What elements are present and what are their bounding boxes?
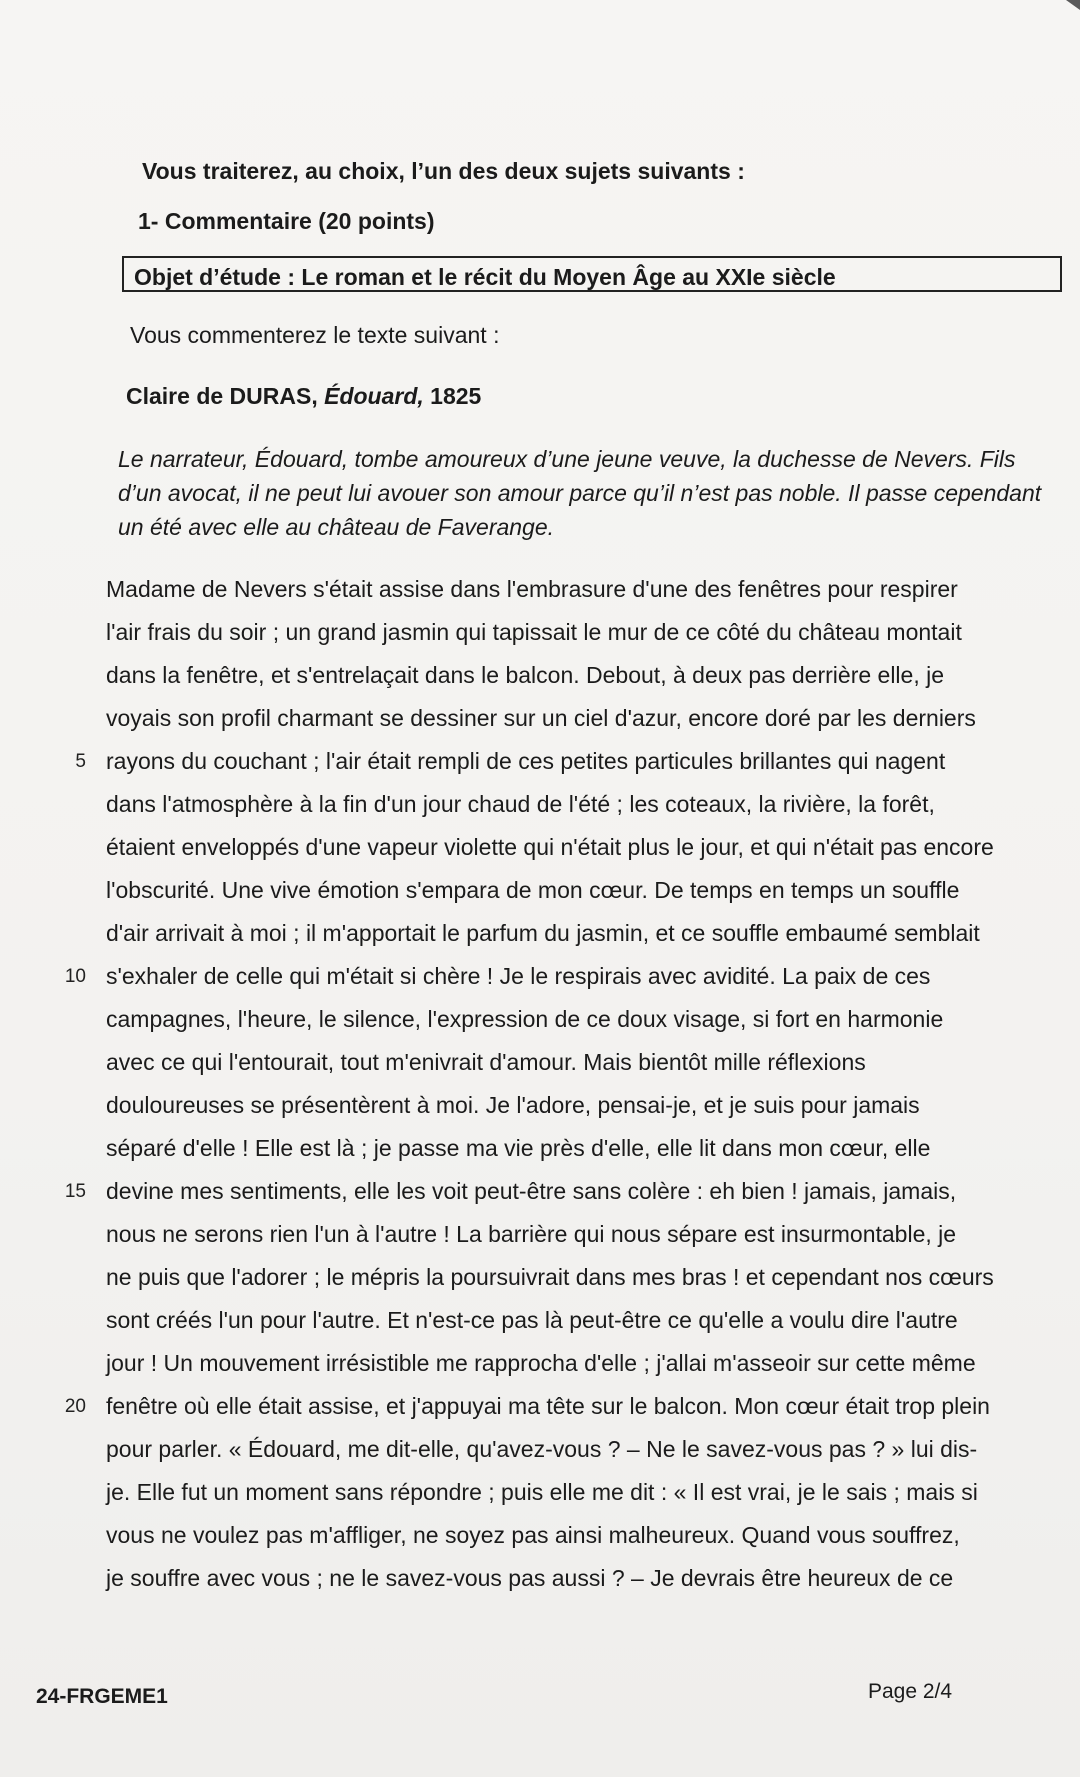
line-text: étaient enveloppés d'une vapeur violette qui n'était plus le jour, et qui n'était pas encore [106, 834, 994, 860]
line-number: 5 [75, 751, 86, 772]
line-text: douloureuses se présentèrent à moi. Je l'adore, pensai-je, et je suis pour jamais [106, 1092, 920, 1118]
text-line [60, 1342, 1040, 1385]
line-text: je. Elle fut un moment sans répondre ; puis elle me dit : « Il est vrai, je le sais ; mais si [106, 1479, 978, 1505]
line-text: nous ne serons rien l'un à l'autre ! La barrière qui nous sépare est insurmontable, je [106, 1221, 957, 1247]
source-author: Claire de DURAS, [126, 383, 325, 409]
text-line [60, 654, 1040, 697]
page-corner-mark [1066, 0, 1080, 10]
text-line [60, 998, 1040, 1041]
line-text: l'air frais du soir ; un grand jasmin qui tapissait le mur de ce côté du château montait [106, 619, 962, 645]
exam-code: 24-FRGEME1 [36, 1685, 168, 1708]
page-number: Page 2/4 [868, 1680, 953, 1703]
subject-title: 1- Commentaire (20 points) [138, 208, 435, 234]
text-line [60, 1256, 1040, 1299]
line-text: dans la fenêtre, et s'entrelaçait dans le balcon. Debout, à deux pas derrière elle, je [106, 662, 945, 688]
text-line [60, 1299, 1040, 1342]
line-text: sont créés l'un pour l'autre. Et n'est-ce pas là peut-être ce qu'elle a voulu dire l'autre [106, 1307, 958, 1333]
text-line [60, 1170, 1040, 1213]
line-text: l'obscurité. Une vive émotion s'empara de mon cœur. De temps en temps un souffle [106, 877, 960, 903]
line-text: jour ! Un mouvement irrésistible me rapprocha d'elle ; j'allai m'asseoir sur cette même [106, 1350, 976, 1376]
text-line [60, 955, 1040, 998]
line-text: ne puis que l'adorer ; le mépris la poursuivrait dans mes bras ! et cependant nos cœurs [106, 1264, 994, 1290]
line-text: vous ne voulez pas m'affliger, ne soyez pas ainsi malheureux. Quand vous souffrez, [106, 1522, 960, 1548]
line-number: 15 [64, 1181, 86, 1202]
line-text: Madame de Nevers s'était assise dans l'embrasure d'une des fenêtres pour respirer [106, 576, 958, 602]
line-number: 10 [64, 966, 86, 987]
line-text: d'air arrivait à moi ; il m'apportait le parfum du jasmin, et ce souffle embaumé semblait [106, 920, 980, 946]
context-paragraph: Le narrateur, Édouard, tombe amoureux d’une jeune veuve, la duchesse de Nevers. Fils d’un avocat, il ne peut lui avouer son amour parce qu’il n’est pas noble. Il passe cependant un été avec elle au château de Faverange. [118, 446, 1042, 540]
line-text: campagnes, l'heure, le silence, l'expression de ce doux visage, si fort en harmonie [106, 1006, 944, 1032]
text-line [60, 869, 1040, 912]
line-text: rayons du couchant ; l'air était rempli de ces petites particules brillantes qui nagent [106, 748, 946, 774]
line-number: 20 [64, 1396, 86, 1417]
objet-etude-text: Objet d’étude : Le roman et le récit du Moyen Âge au XXIe siècle [134, 264, 836, 290]
line-text: dans l'atmosphère à la fin d'un jour chaud de l'été ; les coteaux, la rivière, la forêt, [106, 791, 935, 817]
text-line [60, 1084, 1040, 1127]
text-line [60, 611, 1040, 654]
text-line [60, 783, 1040, 826]
text-line [60, 1041, 1040, 1084]
text-line [60, 1471, 1040, 1514]
line-text: voyais son profil charmant se dessiner sur un ciel d'azur, encore doré par les derniers [106, 705, 976, 731]
source-year: 1825 [423, 383, 482, 409]
text-line [60, 697, 1040, 740]
text-line [60, 740, 1040, 783]
source-title: Édouard, [324, 383, 424, 409]
commentary-instruction: Vous commenterez le texte suivant : [130, 322, 500, 348]
line-text: séparé d'elle ! Elle est là ; je passe ma vie près d'elle, elle lit dans mon cœur, elle [106, 1135, 931, 1161]
line-text: fenêtre où elle était assise, et j'appuyai ma tête sur le balcon. Mon cœur était trop plein [106, 1393, 990, 1419]
line-text: avec ce qui l'entourait, tout m'enivrait d'amour. Mais bientôt mille réflexions [106, 1049, 866, 1075]
line-text: devine mes sentiments, elle les voit peut-être sans colère : eh bien ! jamais, jamais, [106, 1178, 957, 1204]
text-line [60, 1127, 1040, 1170]
text-line [60, 1213, 1040, 1256]
text-line [60, 1514, 1040, 1557]
line-text: pour parler. « Édouard, me dit-elle, qu'avez-vous ? – Ne le savez-vous pas ? » lui dis- [106, 1436, 978, 1462]
text-line [60, 912, 1040, 955]
intro-instruction: Vous traiterez, au choix, l’un des deux sujets suivants : [142, 158, 745, 184]
literary-text [60, 568, 1040, 1600]
text-line [60, 1428, 1040, 1471]
line-text: s'exhaler de celle qui m'était si chère ! Je le respirais avec avidité. La paix de ces [106, 963, 931, 989]
text-line [60, 1557, 1040, 1600]
text-line [60, 568, 1040, 611]
source-reference [126, 383, 481, 410]
text-line [60, 826, 1040, 869]
line-text: je souffre avec vous ; ne le savez-vous pas aussi ? – Je devrais être heureux de ce [106, 1565, 954, 1591]
text-line [60, 1385, 1040, 1428]
